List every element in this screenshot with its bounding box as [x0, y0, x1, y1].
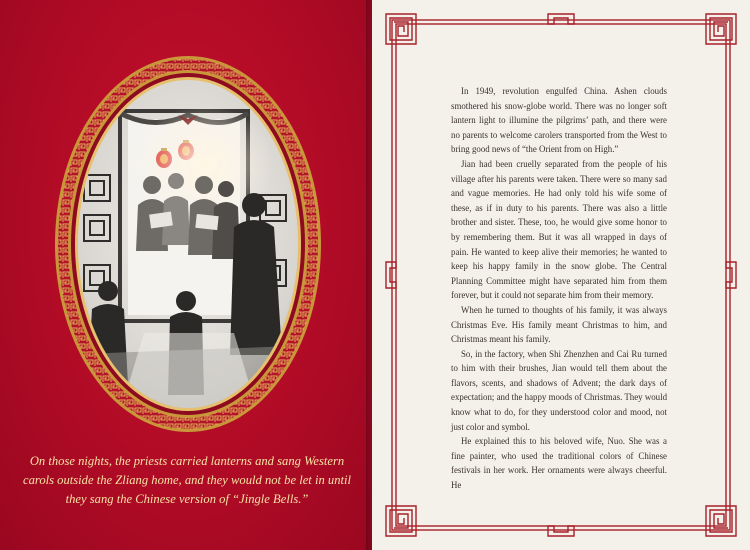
- left-page: [0, 0, 372, 550]
- paragraph: He explained this to his beloved wife, Nuo. She was a fine painter, who used the traditional colors of Chinese festivals in her work. Her ornaments were always cheerful. He: [451, 436, 667, 491]
- illustration-caption: On those nights, the priests carried lanterns and sang Western carols outside the Zliang home, and they would not be let in until they sang the Chinese version of “Jingle Bells.”: [23, 454, 351, 506]
- illustration-oval-frame: [54, 55, 322, 433]
- paragraph: So, in the factory, when Shi Zhenzhen and Cai Ru turned to him with their brushes, Jian would tell them about the flavors, scents, and shadows of Advent; the dark days of expectation; and the happy moods of Christmas. They would know what to do, for they understood color and mood, not just color and symbol.: [451, 348, 668, 432]
- right-page: [372, 0, 750, 550]
- story-text: [451, 84, 667, 493]
- paragraph: When he turned to thoughts of his family, it was always Christmas Eve. His family meant Christmas to him, and Christmas meant his family.: [451, 304, 667, 345]
- paragraph: In 1949, revolution engulfed China. Ashen clouds smothered his snow-globe world. There was no longer soft lantern light to illumine the pilgrims’ path, and there were no parents to welcome carolers transported from the West to bring good news of “the Orient from on High.”: [451, 86, 667, 155]
- paragraph: Jian had been cruelly separated from the people of his village after his parents were taken. There were so many sad and vague memories. He had only told his wife some of these, as if in duty to his parents. There was also a little brother and sister. These, too, he would give some honor to by remembering them. But it was all wrapped in days of pain. He wanted to keep alive their memories; he wanted to keep his happy family in the snow globe. The Central Planning Committee might have separated him from them forever, but it could not separate him from their memory.: [451, 158, 667, 301]
